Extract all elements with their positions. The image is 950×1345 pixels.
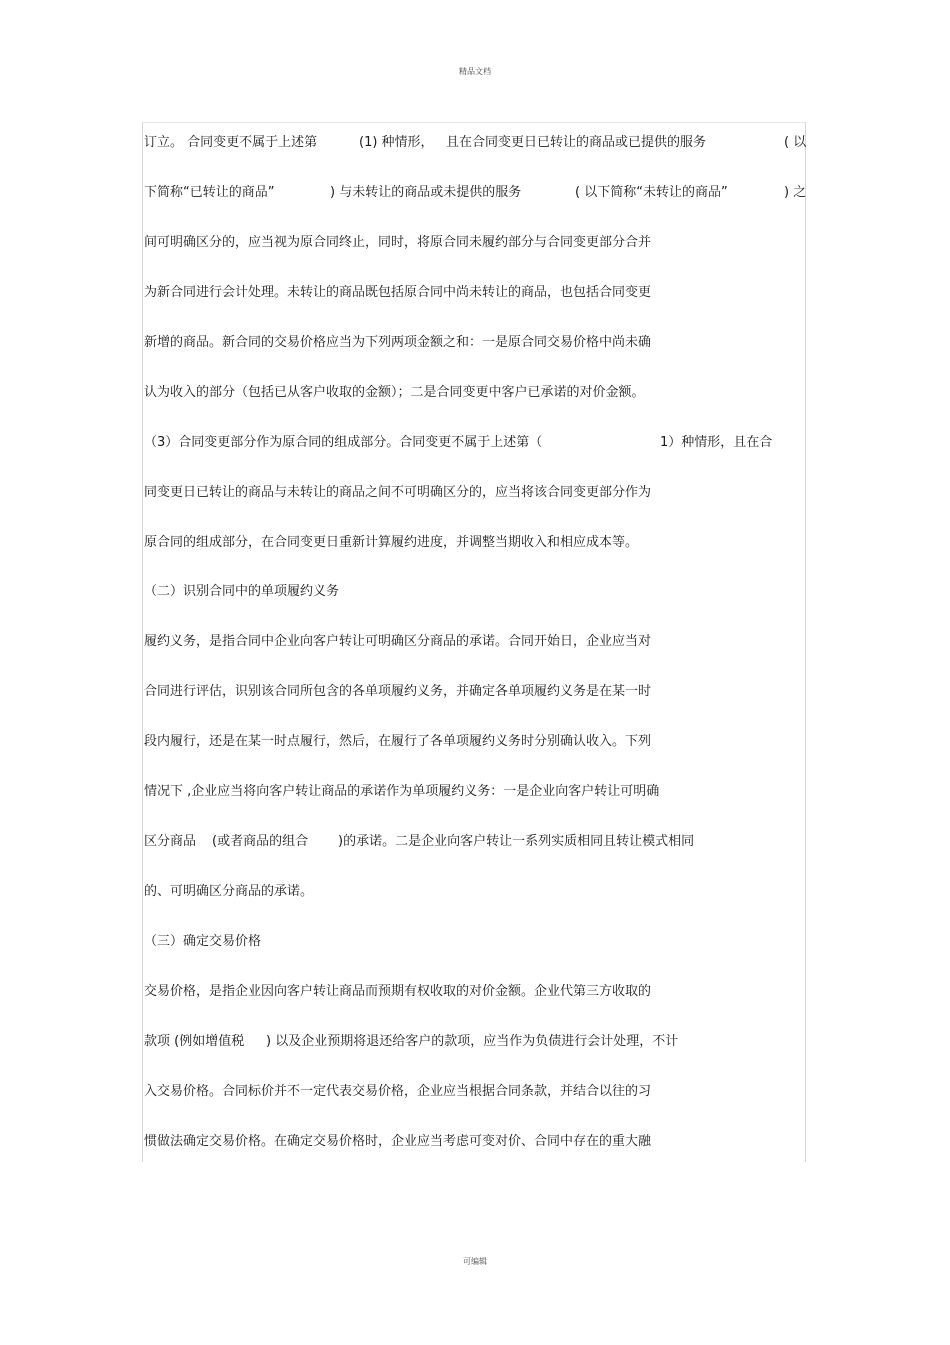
page-footer: 可编辑 (463, 1257, 487, 1266)
text-segment: 情况下 ,企业应当将向客户转让商品的承诺作为单项履约义务：一是企业向客户转让可明确 (144, 784, 660, 799)
text-segment: 为新合同进行会计处理。未转让的商品既包括原合同中尚未转让的商品，也包括合同变更 (144, 285, 652, 300)
text-segment: 新增的商品。新合同的交易价格应当为下列两项金额之和：一是原合同交易价格中尚未确 (144, 335, 652, 350)
text-segment: 同变更日已转让的商品与未转让的商品之间不可明确区分的，应当将该合同变更部分作为 (144, 485, 652, 500)
text-segment: )的承诺。二是企业向客户转让一系列实质相同且转让模式相同 (338, 834, 695, 849)
text-segment: 1）种情形，且在合 (660, 435, 773, 450)
text-segment: 认为收入的部分（包括已从客户收取的金额）；二是合同变更中客户已承诺的对价金额。 (144, 385, 645, 400)
text-segment: 惯做法确定交易价格。在确定交易价格时，企业应当考虑可变对价、合同中存在的重大融 (144, 1134, 652, 1149)
text-segment: 交易价格，是指企业因向客户转让商品而预期有权收取的对价金额。企业代第三方收取的 (144, 984, 652, 999)
text-segment: ( 以 (784, 135, 807, 150)
text-segment: 履约义务，是指合同中企业向客户转让可明确区分商品的承诺。合同开始日，企业应当对 (144, 634, 652, 649)
text-segment: 区分商品 (144, 834, 197, 849)
text-segment: （3）合同变更部分作为原合同的组成部分。合同变更不属于上述第（ (144, 435, 543, 450)
text-segment: ) 以及企业预期将退还给客户的款项，应当作为负债进行会计处理，不计 (266, 1034, 679, 1049)
text-segment: （三）确定交易价格 (144, 934, 262, 949)
text-segment: (或者商品的组合 (212, 834, 309, 849)
text-segment: (1) 种情形， (359, 135, 434, 150)
text-segment: 订立。 合同变更不属于上述第 (144, 135, 318, 150)
text-segment: 合同进行评估，识别该合同所包含的各单项履约义务，并确定各单项履约义务是在某一时 (144, 684, 652, 699)
text-segment: （二）识别合同中的单项履约义务 (144, 584, 340, 599)
text-segment: 入交易价格。合同标价并不一定代表交易价格，企业应当根据合同条款，并结合以往的习 (144, 1084, 652, 1099)
text-segment: 且在合同变更日已转让的商品或已提供的服务 (446, 135, 707, 150)
text-segment: ) 之 (784, 185, 807, 200)
text-segment: 段内履行，还是在某一时点履行，然后，在履行了各单项履约义务时分别确认收入。下列 (144, 734, 652, 749)
text-segment: 的、可明确区分商品的承诺。 (144, 884, 314, 899)
text-segment: 款项 (例如增值税 (144, 1034, 245, 1049)
page-header: 精品文档 (459, 67, 491, 76)
text-segment: ( 以下简称“未转让的商品” (575, 185, 728, 200)
text-segment: 原合同的组成部分，在合同变更日重新计算履约进度，并调整当期收入和相应成本等。 (144, 535, 639, 550)
text-segment: 间可明确区分的，应当视为原合同终止，同时，将原合同未履约部分与合同变更部分合并 (144, 235, 652, 250)
text-segment: ) 与未转让的商品或未提供的服务 (330, 185, 522, 200)
text-segment: 下简称“已转让的商品” (144, 185, 275, 200)
